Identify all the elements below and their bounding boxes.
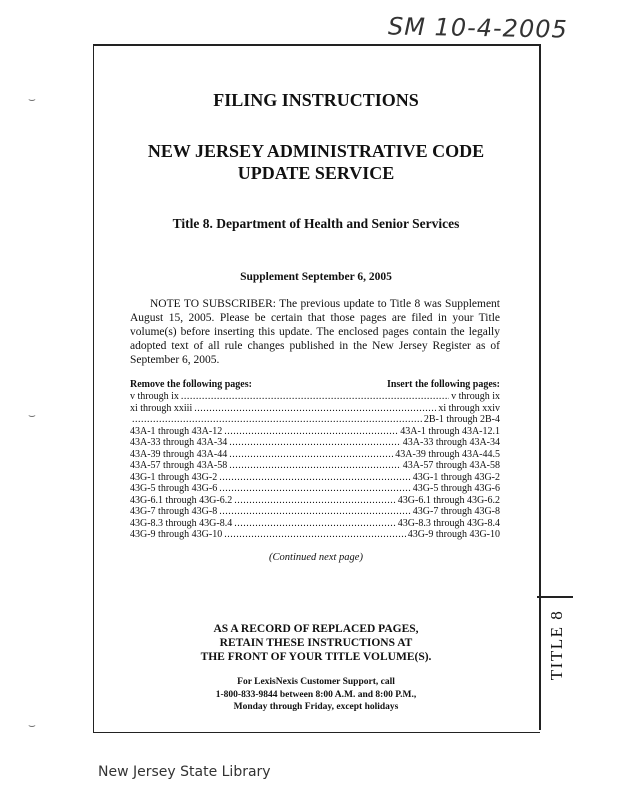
retain-line-3: THE FRONT OF YOUR TITLE VOLUME(S). [200,651,432,663]
table-row [130,391,500,403]
support-line-2: 1-800-833-9844 between 8:00 A.M. and 8:00 P.M., [215,689,417,700]
remove-pages: 43A-39 through 43A-44 [130,448,228,460]
pages-table-header [130,378,500,391]
table-row [130,472,500,484]
remove-pages: 43A-1 through 43A-12 [130,425,223,437]
insert-pages: 43G-9 through 43G-10 [407,529,500,540]
remove-pages: 43G-5 through 43G-6 [130,483,218,494]
insert-pages: 43A-1 through 43A-12.1 [400,425,500,437]
continued-note: (Continued next page) [269,552,363,563]
tab-divider-line [539,44,541,730]
remove-pages: 43G-8.3 through 43G-8.4 [130,517,233,529]
insert-pages: 43A-57 through 43A-58 [402,460,500,471]
customer-support [93,676,539,714]
supplement-heading: Supplement September 6, 2005 [240,271,392,283]
dot-leader [229,437,401,449]
remove-pages: 43A-33 through 43A-34 [130,437,228,448]
dot-leader [229,460,401,472]
dot-leader [219,472,411,484]
insert-pages: v through ix [451,391,500,402]
filing-instructions-heading: FILING INSTRUCTIONS [213,90,419,110]
service-heading [93,140,539,184]
subscriber-note: NOTE TO SUBSCRIBER: The previous update to Title 8 was Supplement August 15, 2005. Please be certain that those pages are filed in your Title volume(s) before inserting this update. The enclosed pages contain the legally adopted text of all rule changes published in the New Jersey Register as of September 6, 2005. [130,298,500,366]
table-row [130,403,500,415]
dot-leader [229,449,393,461]
table-row [130,483,500,495]
dot-leader [234,495,396,507]
table-row [130,414,500,426]
insert-header: Insert the following pages: [386,379,500,390]
insert-pages: 43G-6.1 through 43G-6.2 [397,494,500,506]
remove-pages: xi through xxiii [130,402,193,414]
remove-pages: v through ix [130,391,179,402]
title-heading: Title 8. Department of Health and Senior Services [172,216,460,231]
table-row [130,460,500,472]
dot-leader [224,426,398,438]
service-heading-line-2: UPDATE SERVICE [237,163,395,183]
table-row [130,437,500,449]
dot-leader [224,529,406,541]
tab-top-line [537,596,573,598]
title-tab-label: TITLE 8 [547,609,567,681]
table-row [130,449,500,461]
pages-table [130,378,500,541]
retain-line-1: AS A RECORD OF REPLACED PAGES, [213,623,419,635]
dot-leader [219,506,411,518]
table-row [130,495,500,507]
insert-pages: 43G-7 through 43G-8 [412,506,500,517]
insert-pages: 43G-8.3 through 43G-8.4 [397,517,500,529]
retain-line-2: RETAIN THESE INSTRUCTIONS AT [219,637,413,649]
dot-leader [219,483,411,495]
dot-leader [132,414,422,426]
remove-pages: 43A-57 through 43A-58 [130,460,228,471]
library-stamp: New Jersey State Library [98,764,271,780]
insert-pages: 43G-1 through 43G-2 [412,471,500,483]
remove-header: Remove the following pages: [130,379,252,390]
retain-instructions [93,622,539,664]
insert-pages: 43A-39 through 43A-44.5 [395,448,500,460]
dot-leader [181,391,449,403]
service-heading-line-1: NEW JERSEY ADMINISTRATIVE CODE [147,141,485,161]
handwritten-annotation: SM 10-4-2005 [387,12,569,44]
insert-pages: xi through xxiv [438,402,500,414]
table-row [130,426,500,438]
remove-pages: 43G-9 through 43G-10 [130,529,223,540]
remove-pages: 43G-7 through 43G-8 [130,506,218,517]
insert-pages: 43G-5 through 43G-6 [412,483,500,494]
punch-hole-mark: ⌣ [28,718,36,732]
table-row [130,518,500,530]
remove-pages: 43G-1 through 43G-2 [130,471,218,483]
dot-leader [234,518,396,530]
table-row [130,529,500,541]
dot-leader [194,403,436,415]
punch-hole-mark: ⌣ [28,408,36,422]
remove-pages: 43G-6.1 through 43G-6.2 [130,494,233,506]
insert-pages: 2B-1 through 2B-4 [423,414,500,425]
support-line-1: For LexisNexis Customer Support, call [237,677,395,687]
title-tab [542,602,572,688]
table-row [130,506,500,518]
support-line-3: Monday through Friday, except holidays [233,702,399,712]
punch-hole-mark: ⌣ [28,92,36,106]
insert-pages: 43A-33 through 43A-34 [402,437,500,448]
